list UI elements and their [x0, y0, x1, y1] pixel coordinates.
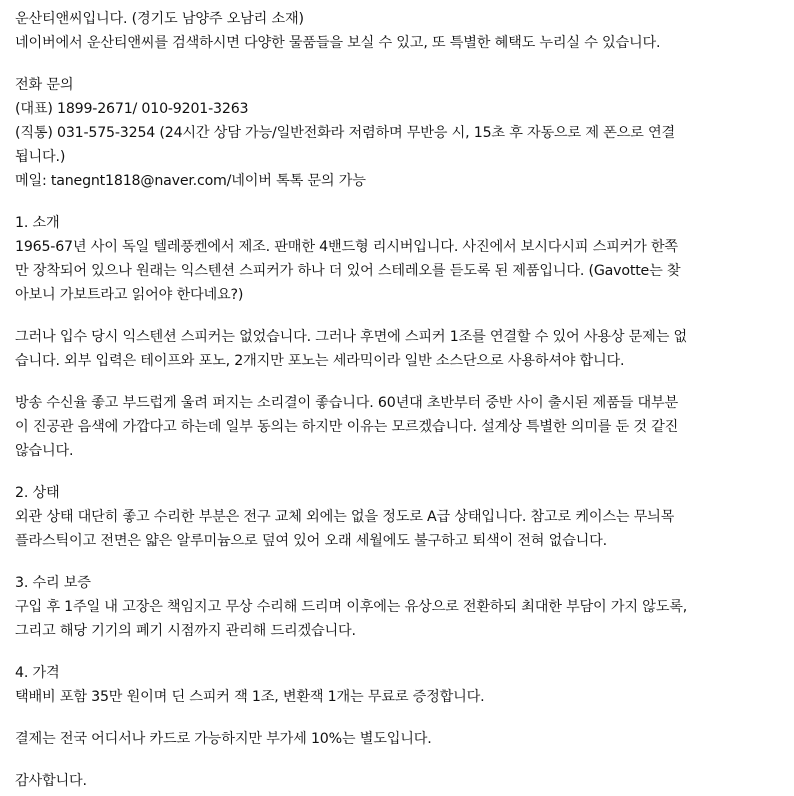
spacer	[15, 193, 780, 211]
spacer	[15, 709, 780, 727]
spacer	[15, 55, 780, 73]
section-4-payment-line: 결제는 전국 어디서나 카드로 가능하지만 부가세 10%는 별도입니다.	[15, 731, 432, 747]
section-1-paragraph-2-line-1: 그러나 입수 당시 익스텐션 스피커는 없었습니다. 그러나 후면에 스피커 1조를 연결할 수 있어 사용상 문제는 없	[15, 329, 688, 345]
direct-phone-line: (직통) 031-575-3254 (24시간 상담 가능/일반전화라 저렴하며 무반응 시, 15초 후 자동으로 제 폰으로 연결	[15, 125, 676, 141]
section-1-paragraph-1-line-1: 1965-67년 사이 독일 텔레풍켄에서 제조. 판매한 4밴드형 리시버입니다. 사진에서 보시다시피 스피커가 한쪽	[15, 239, 678, 255]
section-2-heading: 2. 상태	[15, 485, 60, 501]
section-4-price-line: 택배비 포함 35만 원이며 딘 스피커 잭 1조, 변환잭 1개는 무료로 증정합니다.	[15, 689, 485, 705]
main-phone-line: (대표) 1899-2671/ 010-9201-3263	[15, 101, 249, 117]
section-1-paragraph-2-line-2: 습니다. 외부 입력은 테이프와 포노, 2개지만 포노는 세라믹이라 일반 소스단으로 사용하셔야 합니다.	[15, 353, 625, 369]
spacer	[15, 307, 780, 325]
section-1-paragraph-1-line-3: 아보니 가보트라고 읽어야 한다네요?)	[15, 287, 244, 303]
section-1-paragraph-3-line-2: 이 진공관 음색에 가깝다고 하는데 일부 동의는 하지만 이유는 모르겠습니다. 설계상 특별한 의미를 둔 것 같진	[15, 419, 679, 435]
closing-line: 감사합니다.	[15, 773, 87, 789]
section-3-line-1: 구입 후 1주일 내 고장은 책임지고 무상 수리해 드리며 이후에는 유상으로 전환하되 최대한 부담이 가지 않도록,	[15, 599, 688, 615]
spacer	[15, 751, 780, 769]
email-line: 메일: tanegnt1818@naver.com/네이버 톡톡 문의 가능	[15, 173, 366, 189]
intro-search-line: 네이버에서 운산티앤씨를 검색하시면 다양한 물품들을 보실 수 있고, 또 특별한 혜택도 누리실 수 있습니다.	[15, 35, 661, 51]
intro-company-line: 운산티앤씨입니다. (경기도 남양주 오남리 소재)	[15, 11, 304, 27]
section-4-heading: 4. 가격	[15, 665, 60, 681]
spacer	[15, 643, 780, 661]
section-1-heading: 1. 소개	[15, 215, 60, 231]
direct-phone-line-cont: 됩니다.)	[15, 149, 66, 165]
spacer	[15, 463, 780, 481]
section-3-line-2: 그리고 해당 기기의 폐기 시점까지 관리해 드리겠습니다.	[15, 623, 356, 639]
section-2-line-1: 외관 상태 대단히 좋고 수리한 부분은 전구 교체 외에는 없을 정도로 A급 상태입니다. 참고로 케이스는 무늬목	[15, 509, 675, 525]
spacer	[15, 373, 780, 391]
spacer	[15, 553, 780, 571]
section-2-line-2: 플라스틱이고 전면은 얇은 알루미늄으로 덮여 있어 오래 세월에도 불구하고 퇴색이 전혀 없습니다.	[15, 533, 607, 549]
section-1-paragraph-3-line-3: 않습니다.	[15, 443, 74, 459]
section-3-heading: 3. 수리 보증	[15, 575, 91, 591]
contact-heading: 전화 문의	[15, 77, 74, 93]
section-1-paragraph-3-line-1: 방송 수신율 좋고 부드럽게 울려 퍼지는 소리결이 좋습니다. 60년대 초반부터 중반 사이 출시된 제품들 대부분	[15, 395, 679, 411]
section-1-paragraph-1-line-2: 만 장착되어 있으나 원래는 익스텐션 스피커가 하나 더 있어 스테레오를 듣도록 된 제품입니다. (Gavotte는 찾	[15, 263, 681, 279]
